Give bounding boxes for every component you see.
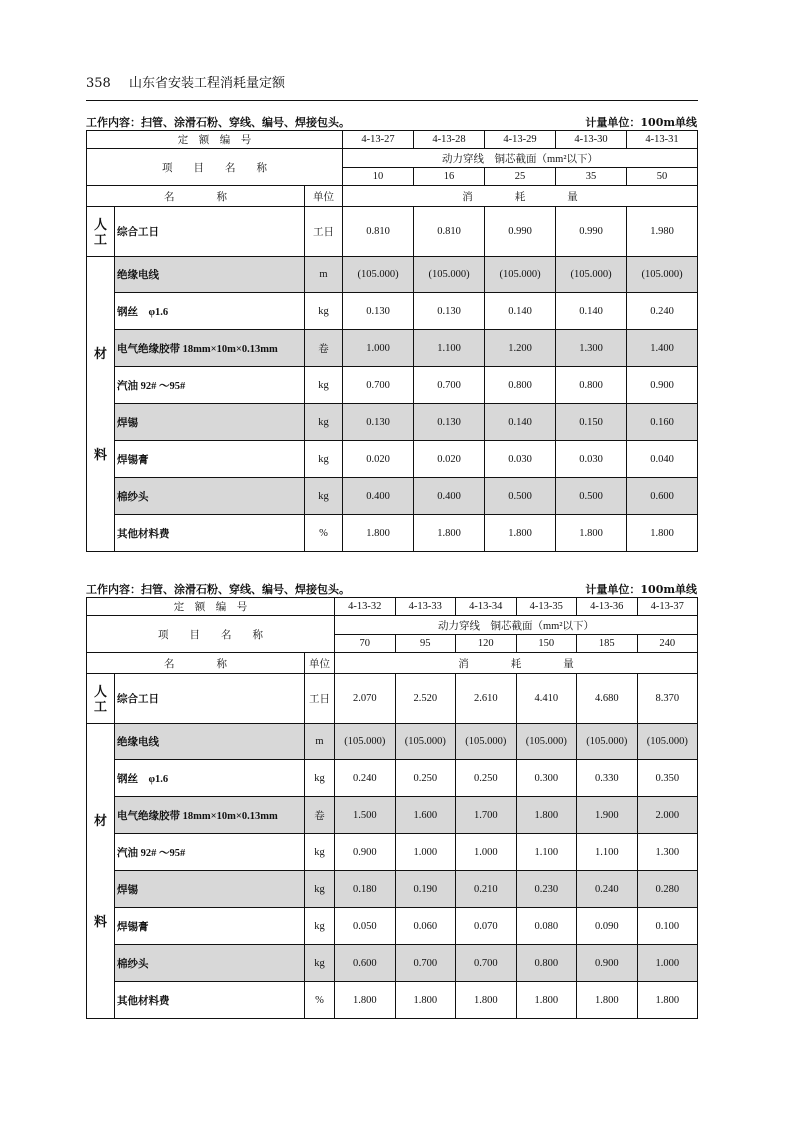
- labor-value: 4.680: [577, 674, 638, 724]
- table-row: [87, 871, 698, 908]
- material-value: 0.330: [577, 760, 638, 797]
- material-name: 电气绝缘胶带 18mm×10m×0.13mm: [115, 330, 305, 367]
- material-value: 0.030: [556, 441, 627, 478]
- size-cell: 70: [335, 635, 396, 653]
- material-value: 0.130: [414, 293, 485, 330]
- material-value: (105.000): [516, 724, 577, 760]
- table-row: [87, 367, 698, 404]
- quota-table: [86, 597, 698, 1019]
- material-unit: kg: [305, 871, 335, 908]
- material-value: (105.000): [577, 724, 638, 760]
- material-value: 0.040: [627, 441, 698, 478]
- quota-code-label: 定 额 编 号: [87, 131, 343, 149]
- material-value: 0.060: [395, 908, 456, 945]
- size-cell: 95: [395, 635, 456, 653]
- book-title: 山东省安装工程消耗量定额: [128, 76, 285, 91]
- quota-code: 4-13-31: [627, 131, 698, 149]
- material-value: 0.050: [335, 908, 396, 945]
- table-row: [87, 908, 698, 945]
- material-value: 1.800: [485, 515, 556, 552]
- material-value: 0.600: [335, 945, 396, 982]
- unit-column-label: 单位: [305, 186, 343, 207]
- table-row: [87, 293, 698, 330]
- page-header: [86, 72, 698, 91]
- table-row: [87, 724, 698, 760]
- labor-value: 0.810: [414, 207, 485, 257]
- table-row: [87, 207, 698, 257]
- item-name-label: 项 目 名 称: [87, 616, 335, 653]
- material-value: (105.000): [414, 257, 485, 293]
- page-number: 358: [86, 76, 111, 91]
- material-name: 焊锡: [115, 404, 305, 441]
- quota-code: 4-13-36: [577, 598, 638, 616]
- material-value: 0.180: [335, 871, 396, 908]
- material-value: 0.250: [456, 760, 517, 797]
- material-value: 0.900: [627, 367, 698, 404]
- material-unit: %: [305, 515, 343, 552]
- size-cell: 50: [627, 168, 698, 186]
- material-value: 1.200: [485, 330, 556, 367]
- material-value: 0.150: [556, 404, 627, 441]
- labor-value: 0.990: [485, 207, 556, 257]
- material-name: 钢丝 φ1.6: [115, 293, 305, 330]
- material-value: 0.700: [343, 367, 414, 404]
- material-unit: kg: [305, 441, 343, 478]
- labor-name: 综合工日: [115, 207, 305, 257]
- material-name: 绝缘电线: [115, 257, 305, 293]
- labor-category: 人工: [87, 674, 115, 724]
- size-cell: 35: [556, 168, 627, 186]
- header-rule: [86, 100, 698, 101]
- material-value: 0.190: [395, 871, 456, 908]
- material-value: 1.800: [637, 982, 698, 1019]
- material-unit: kg: [305, 834, 335, 871]
- size-cell: 120: [456, 635, 517, 653]
- table-row: [87, 404, 698, 441]
- labor-value: 2.070: [335, 674, 396, 724]
- consumption-label: 消 耗 量: [343, 186, 698, 207]
- material-unit: kg: [305, 293, 343, 330]
- material-value: 1.000: [343, 330, 414, 367]
- material-unit: kg: [305, 478, 343, 515]
- material-value: (105.000): [485, 257, 556, 293]
- material-value: 1.800: [556, 515, 627, 552]
- material-category: 材 料: [87, 724, 115, 1019]
- material-value: 0.130: [414, 404, 485, 441]
- table-row: [87, 330, 698, 367]
- quota-code: 4-13-29: [485, 131, 556, 149]
- size-cell: 150: [516, 635, 577, 653]
- material-value: 1.500: [335, 797, 396, 834]
- labor-value: 8.370: [637, 674, 698, 724]
- material-name: 焊锡: [115, 871, 305, 908]
- material-name: 汽油 92# ～95#: [115, 367, 305, 404]
- quota-section-2: [86, 580, 697, 1019]
- quota-table: [86, 130, 698, 552]
- material-value: 1.800: [577, 982, 638, 1019]
- quota-code: 4-13-34: [456, 598, 517, 616]
- material-name: 棉纱头: [115, 945, 305, 982]
- table-row: [87, 797, 698, 834]
- material-value: 0.230: [516, 871, 577, 908]
- material-value: 0.210: [456, 871, 517, 908]
- material-value: 0.240: [627, 293, 698, 330]
- material-unit: kg: [305, 367, 343, 404]
- material-value: 0.140: [485, 404, 556, 441]
- material-value: (105.000): [343, 257, 414, 293]
- material-value: 0.130: [343, 404, 414, 441]
- quota-code: 4-13-37: [637, 598, 698, 616]
- material-value: 1.800: [516, 982, 577, 1019]
- name-column-label: 名 称: [87, 186, 305, 207]
- material-value: 0.600: [627, 478, 698, 515]
- quota-code: 4-13-27: [343, 131, 414, 149]
- material-value: 0.130: [343, 293, 414, 330]
- material-value: 0.700: [395, 945, 456, 982]
- material-unit: 卷: [305, 797, 335, 834]
- material-name: 钢丝 φ1.6: [115, 760, 305, 797]
- section-meta: [86, 580, 697, 597]
- material-value: 1.800: [627, 515, 698, 552]
- table-row: [87, 257, 698, 293]
- work-content: 工作内容：扫管、涂滑石粉、穿线、编号、焊接包头。: [86, 583, 350, 596]
- material-value: 0.700: [456, 945, 517, 982]
- material-name: 汽油 92# ～95#: [115, 834, 305, 871]
- material-value: (105.000): [556, 257, 627, 293]
- labor-value: 4.410: [516, 674, 577, 724]
- material-value: 0.100: [637, 908, 698, 945]
- material-value: 1.100: [516, 834, 577, 871]
- material-value: 0.030: [485, 441, 556, 478]
- material-value: 2.000: [637, 797, 698, 834]
- labor-name: 综合工日: [115, 674, 305, 724]
- quota-code: 4-13-32: [335, 598, 396, 616]
- material-value: 1.800: [516, 797, 577, 834]
- quota-code-label: 定 额 编 号: [87, 598, 335, 616]
- material-name: 绝缘电线: [115, 724, 305, 760]
- material-value: (105.000): [335, 724, 396, 760]
- material-value: 0.900: [335, 834, 396, 871]
- material-value: (105.000): [627, 257, 698, 293]
- material-value: (105.000): [637, 724, 698, 760]
- material-unit: %: [305, 982, 335, 1019]
- material-unit: kg: [305, 945, 335, 982]
- material-value: 0.500: [556, 478, 627, 515]
- material-value: 0.020: [414, 441, 485, 478]
- material-value: 0.500: [485, 478, 556, 515]
- labor-value: 2.520: [395, 674, 456, 724]
- material-value: 0.800: [516, 945, 577, 982]
- quota-section-1: [86, 113, 697, 552]
- material-unit: 卷: [305, 330, 343, 367]
- material-value: 0.800: [485, 367, 556, 404]
- labor-value: 0.990: [556, 207, 627, 257]
- consumption-label: 消 耗 量: [335, 653, 698, 674]
- size-cell: 185: [577, 635, 638, 653]
- material-value: 1.800: [395, 982, 456, 1019]
- material-value: 1.100: [577, 834, 638, 871]
- quota-code: 4-13-28: [414, 131, 485, 149]
- material-unit: m: [305, 724, 335, 760]
- material-name: 其他材料费: [115, 515, 305, 552]
- table-row: [87, 945, 698, 982]
- material-value: 1.600: [395, 797, 456, 834]
- item-title: 动力穿线 铜芯截面（mm²以下）: [335, 616, 698, 635]
- material-value: 0.070: [456, 908, 517, 945]
- measure-unit: 计量单位：100m单线: [585, 583, 697, 596]
- table-row: [87, 834, 698, 871]
- material-value: (105.000): [395, 724, 456, 760]
- material-value: 0.020: [343, 441, 414, 478]
- material-value: 0.140: [556, 293, 627, 330]
- material-value: 0.400: [343, 478, 414, 515]
- size-cell: 25: [485, 168, 556, 186]
- material-value: 1.700: [456, 797, 517, 834]
- material-value: 0.700: [414, 367, 485, 404]
- material-name: 其他材料费: [115, 982, 305, 1019]
- material-value: 1.800: [414, 515, 485, 552]
- quota-code: 4-13-33: [395, 598, 456, 616]
- table-row: [87, 515, 698, 552]
- material-value: 0.350: [637, 760, 698, 797]
- material-value: 1.800: [343, 515, 414, 552]
- material-value: 1.100: [414, 330, 485, 367]
- material-value: 0.400: [414, 478, 485, 515]
- item-name-label: 项 目 名 称: [87, 149, 343, 186]
- labor-value: 1.980: [627, 207, 698, 257]
- table-row: [87, 441, 698, 478]
- labor-category: 人工: [87, 207, 115, 257]
- material-value: 0.160: [627, 404, 698, 441]
- material-value: 1.000: [456, 834, 517, 871]
- material-value: 0.900: [577, 945, 638, 982]
- labor-unit: 工日: [305, 674, 335, 724]
- unit-column-label: 单位: [305, 653, 335, 674]
- work-content: 工作内容：扫管、涂滑石粉、穿线、编号、焊接包头。: [86, 116, 350, 129]
- material-value: 1.300: [556, 330, 627, 367]
- measure-unit: 计量单位：100m单线: [585, 116, 697, 129]
- table-row: [87, 982, 698, 1019]
- quota-code: 4-13-30: [556, 131, 627, 149]
- material-value: 1.800: [335, 982, 396, 1019]
- material-category: 材 料: [87, 257, 115, 552]
- table-row: [87, 478, 698, 515]
- material-name: 焊锡膏: [115, 441, 305, 478]
- material-value: 1.400: [627, 330, 698, 367]
- table-row: [87, 674, 698, 724]
- material-value: 0.240: [577, 871, 638, 908]
- material-value: 0.090: [577, 908, 638, 945]
- quota-code: 4-13-35: [516, 598, 577, 616]
- material-value: 0.800: [556, 367, 627, 404]
- material-unit: kg: [305, 760, 335, 797]
- material-value: 1.000: [395, 834, 456, 871]
- material-value: 1.000: [637, 945, 698, 982]
- section-meta: [86, 113, 697, 130]
- material-value: 0.240: [335, 760, 396, 797]
- material-value: 0.300: [516, 760, 577, 797]
- labor-value: 2.610: [456, 674, 517, 724]
- size-cell: 240: [637, 635, 698, 653]
- material-value: 0.280: [637, 871, 698, 908]
- size-cell: 10: [343, 168, 414, 186]
- material-value: 1.900: [577, 797, 638, 834]
- labor-unit: 工日: [305, 207, 343, 257]
- item-title: 动力穿线 铜芯截面（mm²以下）: [343, 149, 698, 168]
- material-name: 焊锡膏: [115, 908, 305, 945]
- material-value: 0.140: [485, 293, 556, 330]
- material-value: (105.000): [456, 724, 517, 760]
- material-unit: kg: [305, 404, 343, 441]
- material-value: 1.300: [637, 834, 698, 871]
- material-name: 电气绝缘胶带 18mm×10m×0.13mm: [115, 797, 305, 834]
- material-unit: m: [305, 257, 343, 293]
- name-column-label: 名 称: [87, 653, 305, 674]
- material-value: 0.080: [516, 908, 577, 945]
- table-row: [87, 760, 698, 797]
- size-cell: 16: [414, 168, 485, 186]
- material-value: 1.800: [456, 982, 517, 1019]
- material-name: 棉纱头: [115, 478, 305, 515]
- material-value: 0.250: [395, 760, 456, 797]
- material-unit: kg: [305, 908, 335, 945]
- labor-value: 0.810: [343, 207, 414, 257]
